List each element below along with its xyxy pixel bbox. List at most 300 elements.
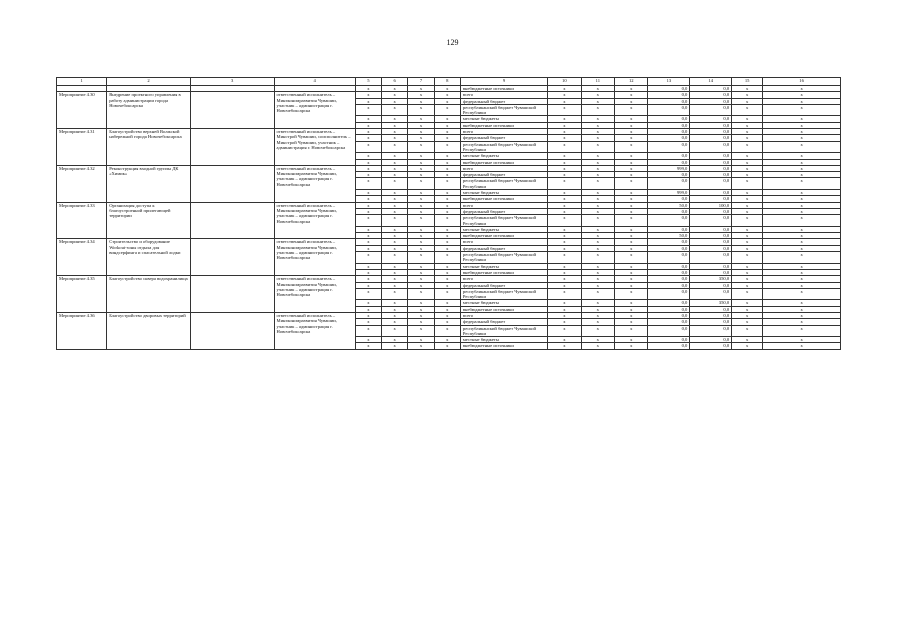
table-cell: х — [581, 122, 614, 128]
table-cell: 0,0 — [690, 215, 732, 227]
table-cell: х — [581, 337, 614, 343]
table-cell: х — [355, 288, 381, 300]
responsible-cell: ответственный исполнитель – Минэкономразвития Чувашии, участник – администрация г. Новочебоксарска — [274, 312, 355, 349]
table-cell: х — [581, 153, 614, 159]
funding-source-cell: всего — [460, 202, 547, 208]
table-cell: 0,0 — [648, 226, 690, 232]
table-cell: х — [355, 319, 381, 325]
table-cell: х — [581, 208, 614, 214]
table-cell: х — [434, 263, 460, 269]
page-number: 129 — [446, 38, 459, 47]
table-cell: х — [548, 239, 581, 245]
table-cell: х — [615, 172, 648, 178]
funding-source-cell: местные бюджеты — [460, 116, 547, 122]
table-cell: х — [581, 165, 614, 171]
table-cell: 0,0 — [648, 129, 690, 135]
table-cell: х — [434, 319, 460, 325]
table-cell: х — [548, 190, 581, 196]
table-cell: х — [732, 104, 763, 116]
table-cell: х — [763, 312, 841, 318]
table-cell: х — [382, 233, 408, 239]
table-cell: х — [732, 288, 763, 300]
table-cell: х — [732, 276, 763, 282]
table-cell: х — [763, 325, 841, 337]
funding-source-cell: всего — [460, 276, 547, 282]
table-cell: х — [408, 141, 434, 153]
table-cell: х — [434, 233, 460, 239]
table-cell: 0,0 — [648, 196, 690, 202]
table-cell: х — [548, 196, 581, 202]
table-cell: х — [408, 215, 434, 227]
table-cell: х — [581, 98, 614, 104]
table-cell: х — [355, 245, 381, 251]
table-cell: х — [763, 288, 841, 300]
table-cell: х — [615, 233, 648, 239]
table-cell: х — [732, 269, 763, 275]
table-cell: х — [615, 282, 648, 288]
table-cell: х — [548, 233, 581, 239]
table-cell: х — [732, 92, 763, 98]
table-cell: 0,0 — [690, 116, 732, 122]
table-cell: х — [732, 159, 763, 165]
table-cell: х — [382, 312, 408, 318]
responsible-cell: ответственный исполнитель – Минэкономразвития Чувашии, участник – администрация г. Новочебоксарска — [274, 165, 355, 202]
funding-source-cell: внебюджетные источники — [460, 306, 547, 312]
table-cell: х — [408, 269, 434, 275]
funding-source-cell: местные бюджеты — [460, 190, 547, 196]
table-cell: х — [548, 269, 581, 275]
table-cell: х — [548, 252, 581, 264]
table-cell: х — [382, 135, 408, 141]
funding-source-cell: федеральный бюджет — [460, 245, 547, 251]
funding-source-cell: республиканский бюджет Чувашской Республики — [460, 288, 547, 300]
table-cell: х — [581, 141, 614, 153]
table-cell: х — [434, 122, 460, 128]
table-cell: х — [763, 172, 841, 178]
event-name-cell: Благоустройство верхней Волжской набережной города Новочебоксарска — [107, 129, 191, 166]
event-cell: Мероприятие 4.30 — [57, 92, 107, 129]
table-cell: х — [548, 172, 581, 178]
table-cell: х — [615, 129, 648, 135]
table-cell: х — [408, 202, 434, 208]
empty-cell — [190, 92, 274, 129]
table-cell: х — [732, 325, 763, 337]
table-cell: х — [434, 343, 460, 349]
table-cell: х — [615, 208, 648, 214]
table-cell: х — [732, 122, 763, 128]
table-cell: х — [615, 202, 648, 208]
table-cell: х — [763, 159, 841, 165]
table-cell: х — [434, 165, 460, 171]
funding-source-cell: республиканский бюджет Чувашской Республики — [460, 252, 547, 264]
table-cell: х — [408, 245, 434, 251]
table-cell: х — [581, 172, 614, 178]
table-cell: внебюджетные источники — [460, 86, 547, 92]
table-cell: 0,0 — [690, 129, 732, 135]
table-cell: 0,0 — [648, 153, 690, 159]
table-cell: х — [548, 312, 581, 318]
table-cell: х — [408, 300, 434, 306]
table-cell: х — [615, 178, 648, 190]
table-cell: х — [581, 343, 614, 349]
table-cell: х — [382, 269, 408, 275]
table-cell: 0,0 — [690, 245, 732, 251]
table-cell: х — [548, 306, 581, 312]
table-cell: 0,0 — [690, 122, 732, 128]
table-cell: х — [382, 122, 408, 128]
event-cell: Мероприятие 4.35 — [57, 276, 107, 313]
table-cell: 999,0 — [648, 190, 690, 196]
table-cell: х — [732, 172, 763, 178]
event-name-cell: Строительство и оборудование Workout-зоны отдыха для виндсерфинга и спасательной лодки — [107, 239, 191, 276]
table-cell: 0,0 — [690, 208, 732, 214]
table-cell: 50,0 — [648, 202, 690, 208]
table-cell: х — [408, 312, 434, 318]
table-cell: х — [548, 263, 581, 269]
table-cell: х — [355, 178, 381, 190]
responsible-cell: ответственный исполнитель – Минэкономразвития Чувашии, участник – администрация г. Новочебоксарска — [274, 239, 355, 276]
table-cell: х — [382, 337, 408, 343]
table-cell: 0,0 — [648, 288, 690, 300]
table-cell: х — [548, 343, 581, 349]
table-cell: х — [355, 312, 381, 318]
table-cell: 0,0 — [690, 172, 732, 178]
table-cell: х — [548, 129, 581, 135]
header-cell: 8 — [434, 78, 460, 86]
table-cell: х — [763, 215, 841, 227]
funding-source-cell: всего — [460, 239, 547, 245]
table-cell: х — [408, 196, 434, 202]
table-cell: х — [355, 135, 381, 141]
table-cell: х — [548, 165, 581, 171]
header-cell: 1 — [57, 78, 107, 86]
table-cell: х — [434, 208, 460, 214]
table-cell: х — [548, 300, 581, 306]
table-cell: х — [548, 276, 581, 282]
table-cell: х — [581, 288, 614, 300]
table-cell: х — [382, 325, 408, 337]
table-cell: х — [615, 276, 648, 282]
table-cell: х — [408, 226, 434, 232]
table-cell: 0,0 — [690, 159, 732, 165]
header-cell: 14 — [690, 78, 732, 86]
table-cell: х — [408, 135, 434, 141]
table-cell: х — [548, 104, 581, 116]
table-cell: х — [434, 269, 460, 275]
table-cell: х — [548, 325, 581, 337]
table-cell: 0,0 — [648, 276, 690, 282]
table-cell: х — [732, 312, 763, 318]
table-cell: х — [434, 196, 460, 202]
table-cell: х — [732, 306, 763, 312]
table-cell: х — [408, 172, 434, 178]
event-name-cell: Реконструкция входной группы ДК «Химик» — [107, 165, 191, 202]
table-cell: х — [434, 159, 460, 165]
table-cell: х — [355, 141, 381, 153]
table-cell: х — [732, 226, 763, 232]
event-cell: Мероприятие 4.32 — [57, 165, 107, 202]
table-cell: х — [382, 263, 408, 269]
table-cell: х — [615, 337, 648, 343]
table-cell: х — [615, 288, 648, 300]
table-cell: х — [355, 153, 381, 159]
table-cell: х — [382, 202, 408, 208]
table-cell: 0,0 — [690, 165, 732, 171]
header-cell: 2 — [107, 78, 191, 86]
responsible-cell: ответственный исполнитель – Минстрой Чувашии, соисполнитель – Минстрой Чувашии, участник – администрация г. Новочебоксарска — [274, 129, 355, 166]
header-cell: 10 — [548, 78, 581, 86]
event-name-cell: Организация доступа к благоустроенной прилегающей территории — [107, 202, 191, 239]
table-cell: 0,0 — [648, 300, 690, 306]
table-cell: х — [434, 239, 460, 245]
event-cell: Мероприятие 4.36 — [57, 312, 107, 349]
table-cell: х — [382, 92, 408, 98]
table-cell: х — [408, 129, 434, 135]
header-cell: 3 — [190, 78, 274, 86]
table-cell: х — [615, 104, 648, 116]
funding-source-cell: федеральный бюджет — [460, 319, 547, 325]
table-cell: х — [434, 86, 460, 92]
table-cell: х — [434, 306, 460, 312]
table-cell: х — [548, 215, 581, 227]
table-cell: х — [548, 319, 581, 325]
funding-source-cell: всего — [460, 312, 547, 318]
table-cell: х — [732, 300, 763, 306]
funding-source-cell: федеральный бюджет — [460, 172, 547, 178]
table-cell: х — [408, 165, 434, 171]
table-cell: х — [408, 263, 434, 269]
table-cell: 0,0 — [648, 159, 690, 165]
funding-source-cell: всего — [460, 129, 547, 135]
table-cell: 0,0 — [690, 263, 732, 269]
table-cell: 0,0 — [648, 252, 690, 264]
table-cell: х — [732, 178, 763, 190]
table-cell: х — [732, 86, 763, 92]
table-cell: х — [355, 172, 381, 178]
table-cell: 0,0 — [690, 282, 732, 288]
funding-source-cell: всего — [460, 92, 547, 98]
table-cell: х — [763, 252, 841, 264]
table-cell: х — [548, 226, 581, 232]
table-cell: х — [763, 337, 841, 343]
table-cell: 0,0 — [690, 196, 732, 202]
funding-source-cell: федеральный бюджет — [460, 135, 547, 141]
table-cell: х — [581, 226, 614, 232]
table-cell: х — [434, 104, 460, 116]
table-cell: х — [581, 202, 614, 208]
table-cell: х — [581, 215, 614, 227]
table-cell: х — [408, 337, 434, 343]
table-cell: х — [382, 172, 408, 178]
table-cell: х — [382, 215, 408, 227]
table-cell: 0,0 — [648, 245, 690, 251]
table-cell: х — [763, 269, 841, 275]
table-cell: х — [408, 178, 434, 190]
table-cell: х — [355, 86, 381, 92]
table-cell: х — [732, 263, 763, 269]
table-cell: 0,0 — [648, 172, 690, 178]
event-name-cell: Благоустройство сквера водохранилища — [107, 276, 191, 313]
table-cell: х — [382, 276, 408, 282]
table-cell: х — [732, 233, 763, 239]
responsible-cell: ответственный исполнитель – Минэкономразвития Чувашии, участник – администрация г. Новочебоксарска — [274, 202, 355, 239]
table-cell: х — [581, 104, 614, 116]
table-cell: х — [548, 116, 581, 122]
header-cell: 7 — [408, 78, 434, 86]
table-cell: 0,0 — [690, 239, 732, 245]
table-cell: х — [581, 263, 614, 269]
table-cell: х — [615, 269, 648, 275]
table-cell: х — [382, 141, 408, 153]
table-cell: х — [763, 245, 841, 251]
table-cell: х — [615, 190, 648, 196]
table-cell: х — [382, 300, 408, 306]
table-cell: х — [763, 98, 841, 104]
table-cell: х — [382, 343, 408, 349]
table-cell: 0,0 — [648, 208, 690, 214]
table-cell: х — [382, 288, 408, 300]
event-name-cell: Внедрение проектного управления в работу администрации города Новочебоксарска — [107, 92, 191, 129]
table-cell: х — [581, 129, 614, 135]
table-cell: 100,0 — [690, 202, 732, 208]
responsible-cell: ответственный исполнитель – Минэкономразвития Чувашии, участник – администрация г. Новочебоксарска — [274, 276, 355, 313]
table-cell: х — [548, 122, 581, 128]
table-cell: х — [355, 276, 381, 282]
table-cell: х — [355, 122, 381, 128]
table-cell: 0,0 — [648, 122, 690, 128]
table-cell: х — [408, 208, 434, 214]
table-cell: х — [615, 300, 648, 306]
table-cell: х — [615, 135, 648, 141]
table-cell: х — [408, 122, 434, 128]
table-cell: х — [763, 86, 841, 92]
table-cell: х — [581, 239, 614, 245]
table-cell: х — [763, 129, 841, 135]
table-cell: 0,0 — [690, 98, 732, 104]
table-cell: х — [763, 153, 841, 159]
table-cell: х — [548, 208, 581, 214]
table-cell: х — [615, 245, 648, 251]
table-cell: х — [408, 239, 434, 245]
table-cell: х — [355, 159, 381, 165]
table-cell: 0,0 — [648, 325, 690, 337]
table-cell: 0,0 — [690, 325, 732, 337]
table-cell: х — [581, 190, 614, 196]
table-body — [57, 86, 841, 350]
funding-source-cell: местные бюджеты — [460, 153, 547, 159]
table-cell: х — [408, 92, 434, 98]
table-cell: х — [581, 306, 614, 312]
table-cell: х — [355, 263, 381, 269]
table-cell: х — [355, 300, 381, 306]
table-cell: х — [763, 165, 841, 171]
table-cell: х — [581, 86, 614, 92]
table-cell: х — [355, 306, 381, 312]
table-cell: х — [434, 325, 460, 337]
table-cell: х — [382, 178, 408, 190]
funding-source-cell: федеральный бюджет — [460, 208, 547, 214]
funding-source-cell: всего — [460, 165, 547, 171]
table-cell: х — [732, 190, 763, 196]
table-cell: х — [763, 208, 841, 214]
table-cell: х — [763, 263, 841, 269]
table-cell: х — [732, 165, 763, 171]
table-cell: х — [548, 202, 581, 208]
table-cell: х — [408, 282, 434, 288]
funding-source-cell: внебюджетные источники — [460, 233, 547, 239]
table-cell: х — [615, 226, 648, 232]
table-cell: х — [382, 165, 408, 171]
table-cell: х — [408, 98, 434, 104]
table-cell: х — [382, 196, 408, 202]
funding-source-cell: федеральный бюджет — [460, 98, 547, 104]
table-cell: х — [434, 276, 460, 282]
table-cell: х — [732, 343, 763, 349]
table-cell: х — [615, 196, 648, 202]
table-cell: х — [732, 141, 763, 153]
header-cell: 12 — [615, 78, 648, 86]
table-cell: х — [434, 129, 460, 135]
table-cell: х — [763, 104, 841, 116]
table-cell: х — [615, 141, 648, 153]
table-cell: х — [382, 319, 408, 325]
table-cell: х — [408, 325, 434, 337]
table-cell: х — [382, 208, 408, 214]
table-cell: х — [615, 159, 648, 165]
table-cell: 0,0 — [690, 337, 732, 343]
table-cell: х — [382, 104, 408, 116]
funding-source-cell: внебюджетные источники — [460, 196, 547, 202]
table-cell: 0,0 — [690, 86, 732, 92]
table-cell: х — [763, 122, 841, 128]
table-cell: х — [732, 245, 763, 251]
table-cell: 0,0 — [648, 135, 690, 141]
table-cell: х — [434, 252, 460, 264]
table-cell: х — [434, 178, 460, 190]
table-cell: 0,0 — [648, 104, 690, 116]
table-cell: х — [581, 245, 614, 251]
table-cell: х — [763, 92, 841, 98]
table-cell: х — [763, 116, 841, 122]
table-cell: х — [408, 343, 434, 349]
table-cell: х — [548, 135, 581, 141]
table-cell: 0,0 — [690, 306, 732, 312]
table-cell: х — [581, 300, 614, 306]
table-cell: х — [382, 252, 408, 264]
table-cell: х — [355, 165, 381, 171]
funding-source-cell: республиканский бюджет Чувашской Республики — [460, 325, 547, 337]
table-cell: х — [382, 116, 408, 122]
event-cell: Мероприятие 4.33 — [57, 202, 107, 239]
table-cell: х — [763, 141, 841, 153]
table-cell: х — [732, 252, 763, 264]
table-cell: х — [548, 178, 581, 190]
table-cell: х — [763, 300, 841, 306]
table-cell: 0,0 — [648, 92, 690, 98]
table-cell: 0,0 — [690, 312, 732, 318]
table-cell: х — [355, 269, 381, 275]
funding-source-cell: республиканский бюджет Чувашской Республики — [460, 104, 547, 116]
table-cell: х — [615, 215, 648, 227]
table-cell: х — [355, 252, 381, 264]
table-cell: х — [763, 190, 841, 196]
table-cell: х — [382, 98, 408, 104]
table-cell: х — [548, 153, 581, 159]
table-cell: х — [355, 129, 381, 135]
table-cell: х — [382, 159, 408, 165]
empty-cell — [190, 165, 274, 202]
table-cell: х — [408, 153, 434, 159]
